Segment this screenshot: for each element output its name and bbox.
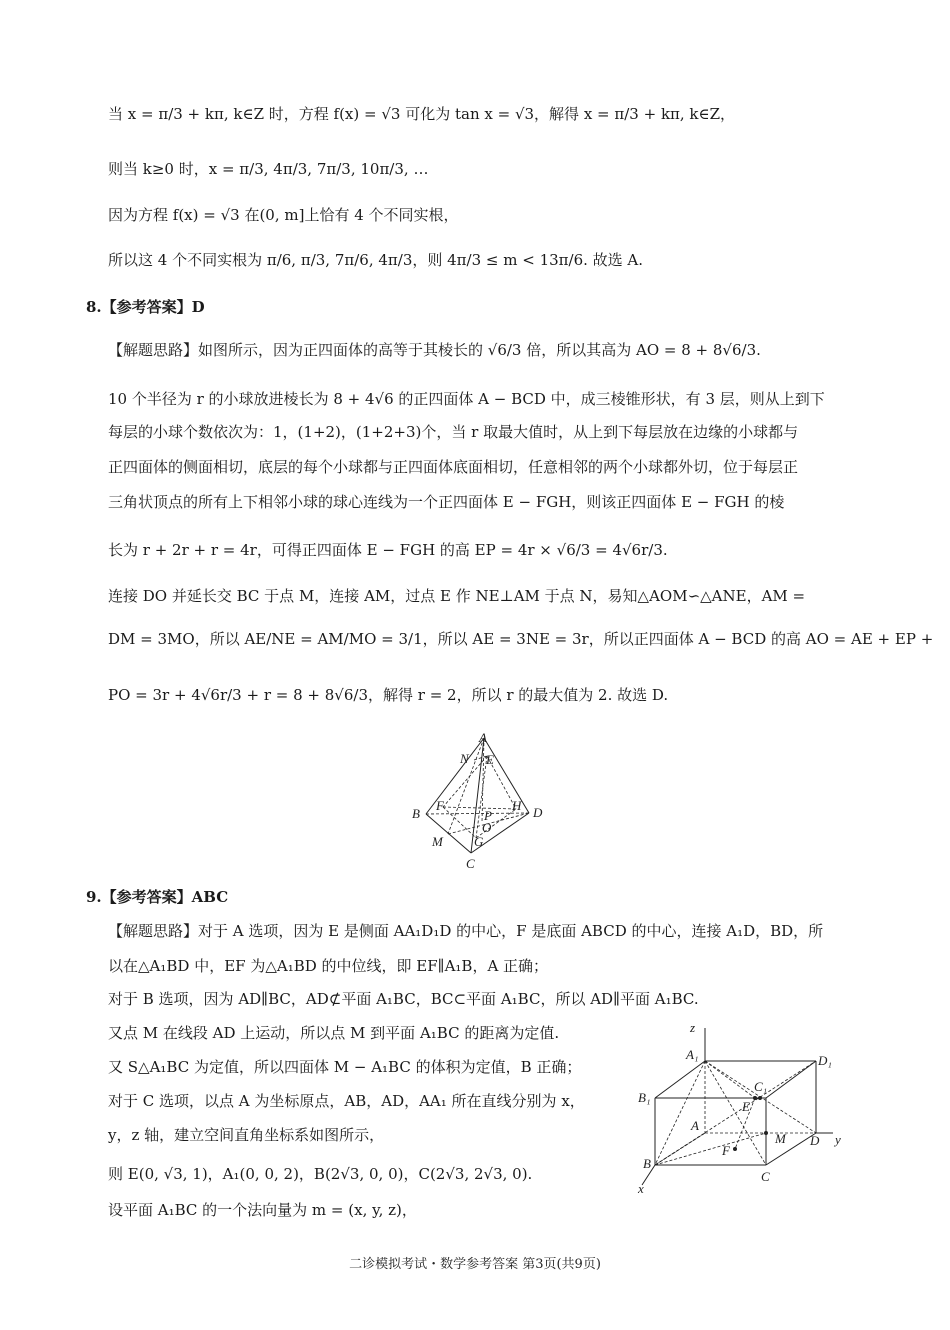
label-H: H	[512, 798, 522, 813]
text-line: 则当 k≥0 时，x = π/3, 4π/3, 7π/3, 10π/3, …	[108, 160, 429, 178]
q9-line: 设平面 A₁BC 的一个法向量为 m = (x, y, z)，	[108, 1201, 417, 1219]
label-G: G	[474, 834, 484, 849]
q9-line: 【解题思路】对于 A 选项，因为 E 是侧面 AA₁D₁D 的中心，F 是底面 ABCD 的中心，连接 A₁D，BD，所	[108, 922, 824, 940]
label-E: E	[742, 1099, 750, 1114]
q9-line: 又点 M 在线段 AD 上运动，所以点 M 到平面 A₁BC 的距离为定值.	[108, 1024, 560, 1042]
q8-line: 10 个半径为 r 的小球放进棱长为 8 + 4√6 的正四面体 A − BCD 中，成三棱锥形状，有 3 层，则从上到下	[108, 390, 825, 408]
q9-heading: 9.【参考答案】ABC	[86, 888, 229, 906]
label-E: E	[486, 752, 494, 767]
q8-line: DM = 3MO，所以 AE/NE = AM/MO = 3/1，所以 AE = 3NE = 3r，所以正四面体 A − BCD 的高 AO = AE + EP +	[108, 630, 934, 648]
label-z: z	[690, 1020, 696, 1035]
label-F: F	[436, 798, 444, 813]
label-C: C	[466, 856, 475, 871]
label-D: D	[533, 805, 543, 820]
label-O: O	[482, 820, 492, 835]
label-D: D	[810, 1133, 820, 1148]
cube-figure	[630, 1018, 850, 1198]
label-B: B	[412, 806, 420, 821]
label-A: A	[479, 730, 487, 745]
text-line: 所以这 4 个不同实根为 π/6, π/3, 7π/6, 4π/3，则 4π/3 ≤ m < 13π/6. 故选 A.	[108, 251, 644, 269]
q8-line: 连接 DO 并延长交 BC 于点 M，连接 AM，过点 E 作 NE⊥AM 于点 N，易知△AOM∽△ANE，AM =	[108, 587, 806, 605]
text-line: 当 x = π/3 + kπ, k∈Z 时，方程 f(x) = √3 可化为 tan x = √3，解得 x = π/3 + kπ, k∈Z，	[108, 105, 736, 123]
label-F: F	[722, 1143, 730, 1158]
label-C1: C₁	[754, 1079, 768, 1094]
q8-line: 三角状顶点的所有上下相邻小球的球心连线为一个正四面体 E − FGH，则该正四面体 E − FGH 的棱	[108, 493, 785, 511]
q8-line: 正四面体的侧面相切，底层的每个小球都与正四面体底面相切，任意相邻的两个小球都外切，位于每层正	[108, 458, 799, 476]
q9-line: 则 E(0, √3, 1)，A₁(0, 0, 2)，B(2√3, 0, 0)，C(2√3, 2√3, 0).	[108, 1165, 533, 1183]
q8-line: 长为 r + 2r + r = 4r，可得正四面体 E − FGH 的高 EP = 4r × √6/3 = 4√6r/3.	[108, 541, 668, 559]
tetrahedron-figure	[400, 728, 550, 873]
label-C: C	[761, 1169, 770, 1184]
page-footer: 二诊模拟考试・数学参考答案 第3页(共9页)	[349, 1257, 601, 1272]
label-M: M	[775, 1131, 786, 1146]
label-N: N	[460, 751, 469, 766]
label-B: B	[643, 1156, 651, 1171]
label-A1: A₁	[686, 1047, 699, 1062]
q9-line: 以在△A₁BD 中，EF 为△A₁BD 的中位线，即 EF∥A₁B，A 正确；	[108, 957, 549, 975]
q9-line: 对于 B 选项，因为 AD∥BC，AD⊄平面 A₁BC，BC⊂平面 A₁BC，所以 AD∥平面 A₁BC.	[108, 990, 699, 1008]
label-B1: B₁	[638, 1090, 651, 1105]
q8-heading: 8.【参考答案】D	[86, 298, 205, 316]
q8-line: PO = 3r + 4√6r/3 + r = 8 + 8√6/3，解得 r = 2，所以 r 的最大值为 2. 故选 D.	[108, 686, 669, 704]
text-line: 因为方程 f(x) = √3 在(0, m]上恰有 4 个不同实根，	[108, 206, 459, 224]
label-P: P	[484, 808, 492, 823]
q9-line: 又 S△A₁BC 为定值，所以四面体 M − A₁BC 的体积为定值，B 正确；	[108, 1058, 582, 1076]
label-D1: D₁	[818, 1053, 832, 1068]
label-A: A	[691, 1118, 699, 1133]
q9-line: y，z 轴，建立空间直角坐标系如图所示，	[108, 1126, 385, 1144]
label-y: y	[835, 1132, 841, 1147]
q9-line: 对于 C 选项，以点 A 为坐标原点，AB，AD，AA₁ 所在直线分别为 x，	[108, 1092, 585, 1110]
label-M: M	[432, 834, 443, 849]
label-x: x	[638, 1181, 644, 1196]
q8-line: 每层的小球个数依次为：1，(1+2)，(1+2+3)个，当 r 取最大值时，从上到下每层放在边缘的小球都与	[108, 423, 799, 441]
q8-line: 【解题思路】如图所示，因为正四面体的高等于其棱长的 √6/3 倍，所以其高为 AO = 8 + 8√6/3.	[108, 341, 761, 359]
